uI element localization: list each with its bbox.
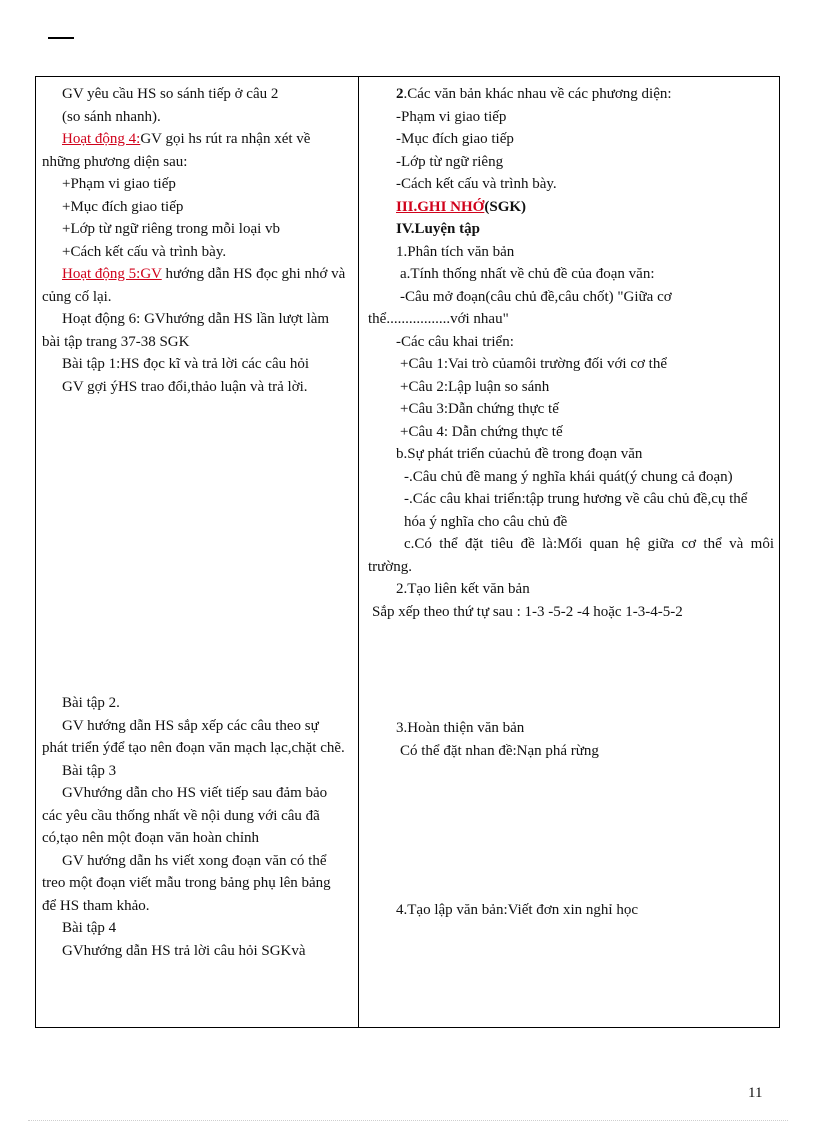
answer-1c: c.Có thể đặt tiêu đề là:Mối quan hệ giữa cơ thể và môi trường. xyxy=(368,536,774,575)
list-item: -Lớp từ ngữ riêng xyxy=(396,153,504,170)
activity-4-text: GV gọi hs rút ra nhận xét về những phương diện sau: xyxy=(42,131,311,170)
section-2 xyxy=(368,83,774,106)
activity-4-label: Hoạt động 4: xyxy=(62,131,141,147)
header-dash xyxy=(48,37,74,39)
exercise-1-guide: GV gợi ýHS trao đổi,thảo luận và trả lời. xyxy=(62,378,308,395)
list-item: +Câu 1:Vai trò củamôi trường đối với cơ thể xyxy=(400,356,668,372)
answer-1a: a.Tính thống nhất về chủ đề của đoạn văn: xyxy=(400,266,655,282)
column-divider xyxy=(358,77,359,1027)
exercise-1: Bài tập 1:HS đọc kĩ và trả lời các câu hỏi xyxy=(62,356,310,372)
answer-1a-item: -Câu mở đoạn(câu chủ đề,câu chốt) "Giữa cơ thể.................với nhau" xyxy=(368,288,672,327)
activity-5-label: Hoạt động 5:GV xyxy=(62,266,162,282)
list-item: +Câu 2:Lập luận so sánh xyxy=(400,378,550,395)
activity-6: Hoạt động 6: GVhướng dẫn HS lần lượt làm bài tập trang 37-38 SGK xyxy=(42,311,330,350)
exercise-2-guide: GV hướng dẫn HS sắp xếp các câu theo sự phát triển ýđể tạo nên đoạn văn mạch lạc,chặt chẽ. xyxy=(42,717,345,756)
exercise-answer-3: 3.Hoàn thiện văn bản xyxy=(396,720,525,736)
exercise-4-guide: GVhướng dẫn HS trả lời câu hỏi SGKvà xyxy=(62,942,306,959)
activity-4 xyxy=(42,128,348,173)
exercise-answer-1: 1.Phân tích văn bản xyxy=(396,243,515,260)
section-4-heading: IV.Luyện tập xyxy=(396,221,480,237)
list-item: -Mục đích giao tiếp xyxy=(396,131,514,147)
answer-1b-item: -.Câu chủ đề mang ý nghĩa khái quát(ý chung cả đoạn) xyxy=(404,468,733,485)
answer-1b-item: hóa ý nghĩa cho câu chủ đề xyxy=(404,513,568,530)
exercise-3: Bài tập 3 xyxy=(62,762,117,779)
exercise-4: Bài tập 4 xyxy=(62,920,117,936)
exercise-3-guide-2: GV hướng dẫn hs viết xong đoạn văn có thể treo một đoạn viết mẫu trong bảng phụ lên bảng để HS tham khảo. xyxy=(42,852,331,914)
list-item: -Cách kết cấu và trình bày. xyxy=(396,176,557,192)
list-item: +Phạm vi giao tiếp xyxy=(62,176,176,192)
answer-1a-item: -Các câu khai triển: xyxy=(396,333,514,350)
footer-line xyxy=(28,1120,788,1121)
activity-5-text: hướng dẫn HS đọc ghi nhớ và củng cố lại. xyxy=(42,266,346,305)
section-3-heading xyxy=(368,196,774,219)
list-item: -Phạm vi giao tiếp xyxy=(396,108,507,125)
section-3-suffix: (SGK) xyxy=(484,198,527,215)
exercise-3-guide: GVhướng dẫn cho HS viết tiếp sau đảm bảo các yêu cầu thống nhất về nội dung với câu đã có,tạo nên một đoạn văn hoàn chỉnh xyxy=(42,785,328,846)
left-paragraph: (so sánh nhanh). xyxy=(62,108,161,125)
list-item: +Cách kết cấu và trình bày. xyxy=(62,243,227,260)
section-3-label: III.GHI NHỚ xyxy=(396,198,485,215)
list-item: +Câu 3:Dẫn chứng thực tế xyxy=(400,401,559,417)
activity-5 xyxy=(42,263,348,308)
exercise-answer-4: 4.Tạo lập văn bản:Viết đơn xin nghỉ học xyxy=(396,902,638,918)
answer-1b: b.Sự phát triển củachủ đề trong đoạn văn xyxy=(396,446,643,462)
exercise-answer-2-text: Sắp xếp theo thứ tự sau : 1-3 -5-2 -4 hoặc 1-3-4-5-2 xyxy=(372,603,683,620)
list-item: +Mục đích giao tiếp xyxy=(62,198,184,215)
section-2-number: 2 xyxy=(396,86,404,102)
section-2-text: .Các văn bản khác nhau về các phương diện: xyxy=(403,86,672,102)
page-number: 11 xyxy=(748,1085,763,1101)
exercise-2: Bài tập 2. xyxy=(62,695,120,711)
lesson-table xyxy=(35,76,780,1028)
exercise-answer-3-text: Có thể đặt nhan đề:Nạn phá rừng xyxy=(400,742,599,759)
exercise-answer-2: 2.Tạo liên kết văn bản xyxy=(396,581,530,597)
answer-1b-item: -.Các câu khai triển:tập trung hương về câu chủ đề,cụ thể xyxy=(404,491,748,507)
list-item: +Câu 4: Dẫn chứng thực tế xyxy=(400,423,563,440)
left-paragraph: GV yêu cầu HS so sánh tiếp ở câu 2 xyxy=(62,86,279,102)
list-item: +Lớp từ ngữ riêng trong mỗi loại vb xyxy=(62,221,281,237)
